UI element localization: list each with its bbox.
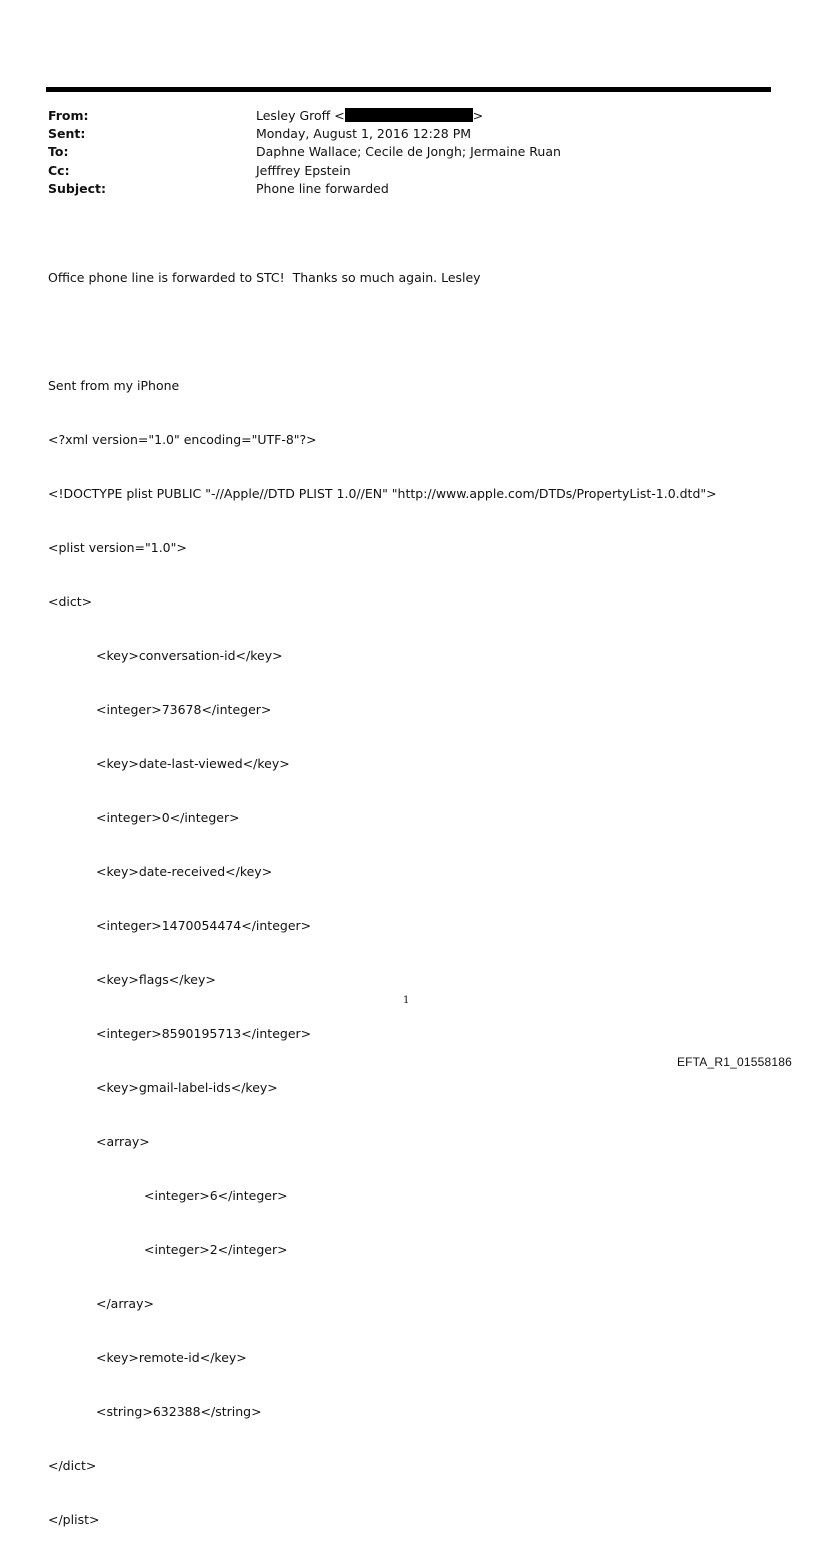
xml-line: <integer>0</integer> (96, 810, 240, 825)
from-label: From: (48, 108, 89, 123)
xml-line: <integer>2</integer> (144, 1242, 288, 1257)
cc-value: Jefffrey Epstein (256, 162, 351, 178)
xml-line: <key>conversation-id</key> (96, 648, 283, 663)
xml-line: <key>date-received</key> (96, 864, 273, 879)
email-header (48, 107, 561, 198)
xml-line: <key>remote-id</key> (96, 1350, 247, 1365)
from-row (48, 107, 561, 125)
xml-line: <!DOCTYPE plist PUBLIC "-//Apple//DTD PLIST 1.0//EN" "http://www.apple.com/DTDs/PropertyList-1.0.dtd"> (48, 486, 717, 501)
from-name: Lesley Groff < (256, 108, 345, 123)
bates-number: EFTA_R1_01558186 (676, 1055, 792, 1069)
xml-line: <key>gmail-label-ids</key> (96, 1080, 278, 1095)
xml-line: <key>date-last-viewed</key> (96, 756, 290, 771)
xml-line: <integer>1470054474</integer> (96, 918, 312, 933)
xml-line: <?xml version="1.0" encoding="UTF-8"?> (48, 432, 317, 447)
xml-line: <string>632388</string> (96, 1404, 262, 1419)
xml-line: <dict> (48, 594, 93, 609)
xml-line: <integer>73678</integer> (96, 702, 272, 717)
cc-row (48, 162, 561, 180)
to-row (48, 143, 561, 161)
email-body (48, 233, 717, 1547)
sent-value: Monday, August 1, 2016 12:28 PM (256, 126, 472, 142)
subject-value: Phone line forwarded (256, 180, 389, 196)
to-value: Daphne Wallace; Cecile de Jongh; Jermaine Ruan (256, 144, 561, 160)
xml-line: <key>flags</key> (96, 972, 216, 987)
xml-line: </array> (96, 1296, 154, 1311)
xml-line: <plist version="1.0"> (48, 540, 187, 555)
redaction-box (345, 108, 473, 122)
subject-row (48, 180, 561, 198)
to-label: To: (48, 144, 69, 160)
xml-line: </plist> (48, 1512, 100, 1527)
message-text: Office phone line is forwarded to STC! Thanks so much again. Lesley (48, 270, 481, 285)
cc-label: Cc: (48, 162, 70, 178)
sent-label: Sent: (48, 126, 86, 142)
xml-line: <integer>6</integer> (144, 1188, 288, 1203)
xml-line: </dict> (48, 1458, 97, 1473)
signature-text: Sent from my iPhone (48, 378, 180, 393)
blank-line (48, 323, 717, 341)
header-rule (46, 87, 771, 92)
subject-label: Subject: (48, 180, 106, 196)
from-value (256, 107, 483, 125)
sent-row (48, 125, 561, 143)
xml-line: <integer>8590195713</integer> (96, 1026, 312, 1041)
from-suffix: > (472, 108, 484, 123)
xml-line: <array> (96, 1134, 150, 1149)
page-number: 1 (403, 995, 410, 1006)
